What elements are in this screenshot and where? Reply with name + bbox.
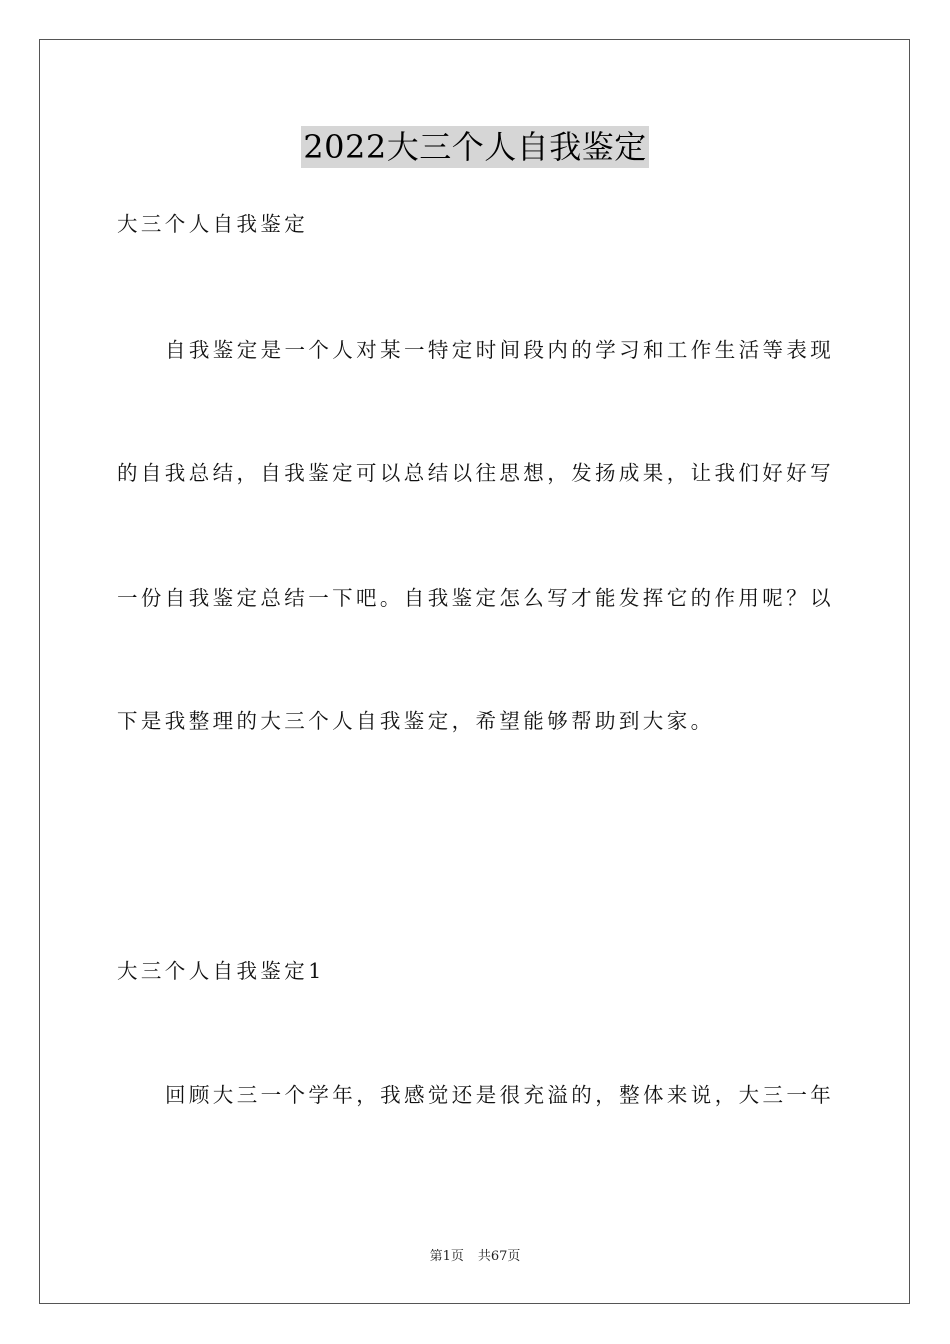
intro-paragraph-line: 的自我总结，自我鉴定可以总结以往思想，发扬成果，让我们好好写 <box>117 461 834 485</box>
intro-paragraph-line: 一份自我鉴定总结一下吧。自我鉴定怎么写才能发挥它的作用呢？以 <box>117 586 834 610</box>
page-footer <box>0 1248 950 1266</box>
section-heading: 大三个人自我鉴定1 <box>117 959 325 983</box>
document-title: 2022大三个人自我鉴定 <box>303 128 647 166</box>
title-container <box>0 126 950 168</box>
section-paragraph-line: 回顾大三一个学年，我感觉还是很充溢的，整体来说，大三一年 <box>165 1083 835 1107</box>
page-number: 第1页 <box>429 1249 464 1264</box>
subheading: 大三个人自我鉴定 <box>117 212 309 236</box>
page-total: 共67页 <box>477 1249 521 1264</box>
intro-paragraph-line: 自我鉴定是一个人对某一特定时间段内的学习和工作生活等表现 <box>165 338 835 362</box>
intro-paragraph-line: 下是我整理的大三个人自我鉴定，希望能够帮助到大家。 <box>117 709 715 733</box>
